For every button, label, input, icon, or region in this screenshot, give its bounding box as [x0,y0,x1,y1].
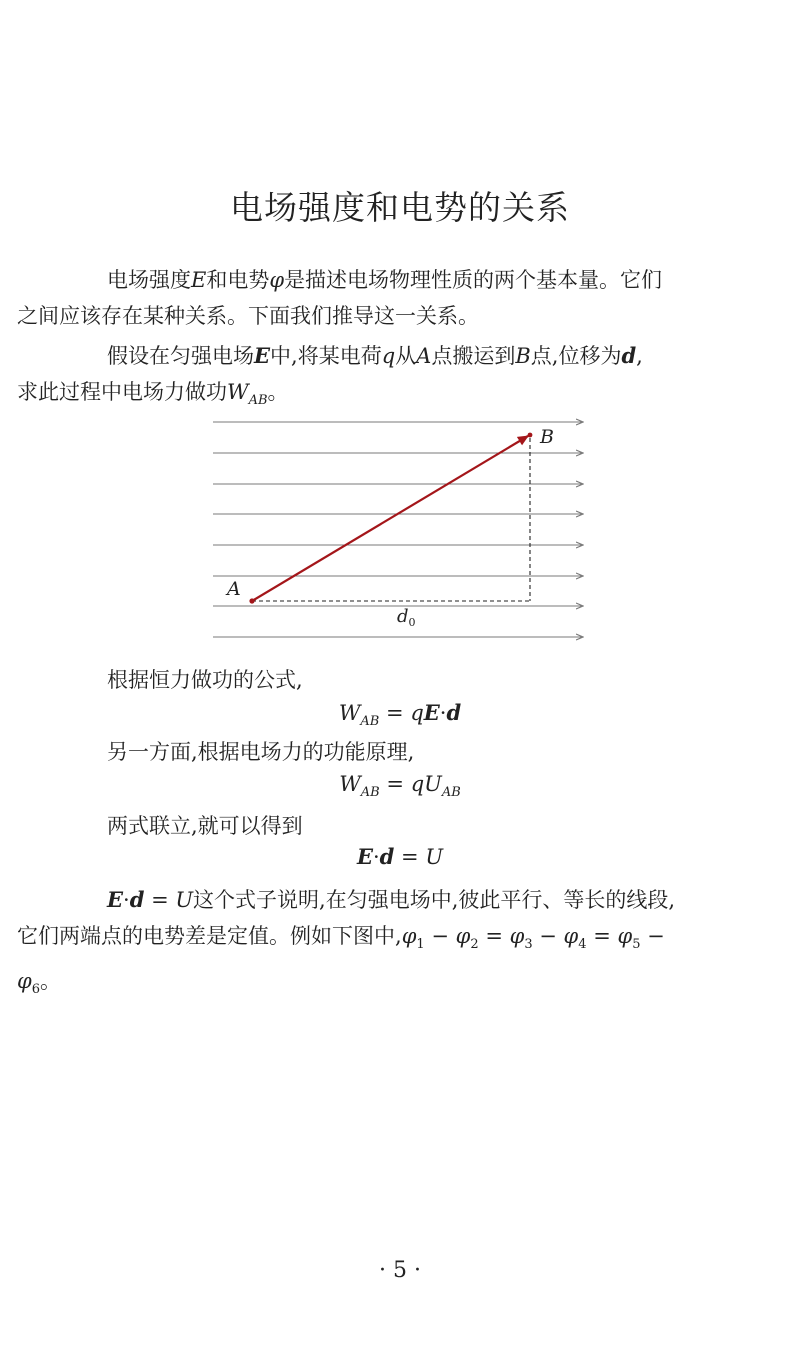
symbol-phi: φ [17,969,32,994]
label-d0: $d_0$ [397,606,416,629]
text: 电场强度 [107,268,191,292]
paragraph-assumption [17,338,740,419]
line [17,963,61,1008]
symbol-W: W [339,772,361,796]
text: 和电势 [206,268,270,292]
label-A: A [227,578,241,600]
paragraph-work-formula: 根据恒力做功的公式, [107,668,303,692]
equals: = [144,888,176,912]
symbol-phi: φ [455,924,471,948]
dot-operator: · [372,845,380,869]
equals: = [478,924,510,948]
minus: − [640,924,665,948]
text: 假设在匀强电场 [107,344,254,368]
subscript: 1 [416,937,425,953]
paragraph-intro [17,262,740,334]
vector-E: E [107,887,124,912]
paragraph-energy-principle: 另一方面,根据电场力的功能原理, [107,740,415,764]
equals: = [379,701,411,725]
line [17,374,289,419]
vector-d: d [129,887,145,912]
symbol-q: q [410,772,425,796]
subscript: 6 [31,982,40,998]
vector-E: E [356,844,373,869]
symbol-phi: φ [509,924,525,948]
symbol-U: U [424,772,442,796]
text: 求此过程中电场力做功 [17,380,227,404]
equals: = [586,924,618,948]
symbol-A: A [416,344,432,368]
symbol-U: U [425,845,444,869]
minus: − [532,924,564,948]
equation-work-potential [0,772,800,800]
symbol-phi: φ [269,268,285,292]
text: 点,位移为 [530,344,622,368]
dot-operator: · [439,701,447,725]
symbol-q: q [381,344,396,368]
symbol-q: q [410,701,424,725]
text: 是描述电场物理性质的两个基本量。它们 [284,268,663,292]
symbol-phi: φ [563,924,579,948]
text: 从 [395,344,417,368]
equation-result [0,844,800,869]
vector-d: d [446,700,462,725]
text: 它们两端点的电势差是定值。例如下图中, [17,924,402,948]
paragraph-combine: 两式联立,就可以得到 [107,814,303,838]
field-lines [213,422,583,637]
symbol-E: E [191,268,207,292]
equation-work-force [0,700,800,729]
symbol-phi: φ [401,924,417,948]
point-B [528,433,533,438]
minus: − [424,924,456,948]
subscript: 2 [470,937,479,953]
label-B: B [540,426,554,448]
text: 之间应该存在某种关系。下面我们推导这一关系。 [17,304,479,328]
text: 点搬运到 [431,344,516,368]
page-number: · 5 · [379,1258,421,1283]
equals: = [379,772,411,796]
equals: = [394,845,426,869]
vector-d: d [621,343,637,368]
subscript: 3 [524,937,533,953]
vector-E: E [423,700,440,725]
text: , [636,344,643,368]
field-diagram [205,418,595,650]
point-A [249,598,254,603]
symbol-phi: φ [617,924,633,948]
symbol-U: U [175,888,194,912]
symbol-B: B [515,344,531,368]
text: 。 [267,380,289,404]
text: 。 [40,969,61,994]
symbol-W: W [227,380,249,404]
text: 这个式子说明,在匀强电场中,彼此平行、等长的线段, [193,888,676,912]
line [17,918,665,963]
vector-d: d [379,844,395,869]
vector-E: E [254,343,271,368]
paragraph-conclusion [17,882,740,1008]
subscript: AB [360,785,380,801]
symbol-W: W [338,701,361,725]
text: 中,将某电荷 [270,344,382,368]
subscript: AB [441,785,461,801]
dot-operator: · [123,888,130,912]
subscript: AB [360,714,380,730]
subscript: AB [248,393,268,409]
page-title: 电场强度和电势的关系 [230,188,570,227]
subscript: 5 [632,937,641,953]
subscript: 4 [578,937,587,953]
